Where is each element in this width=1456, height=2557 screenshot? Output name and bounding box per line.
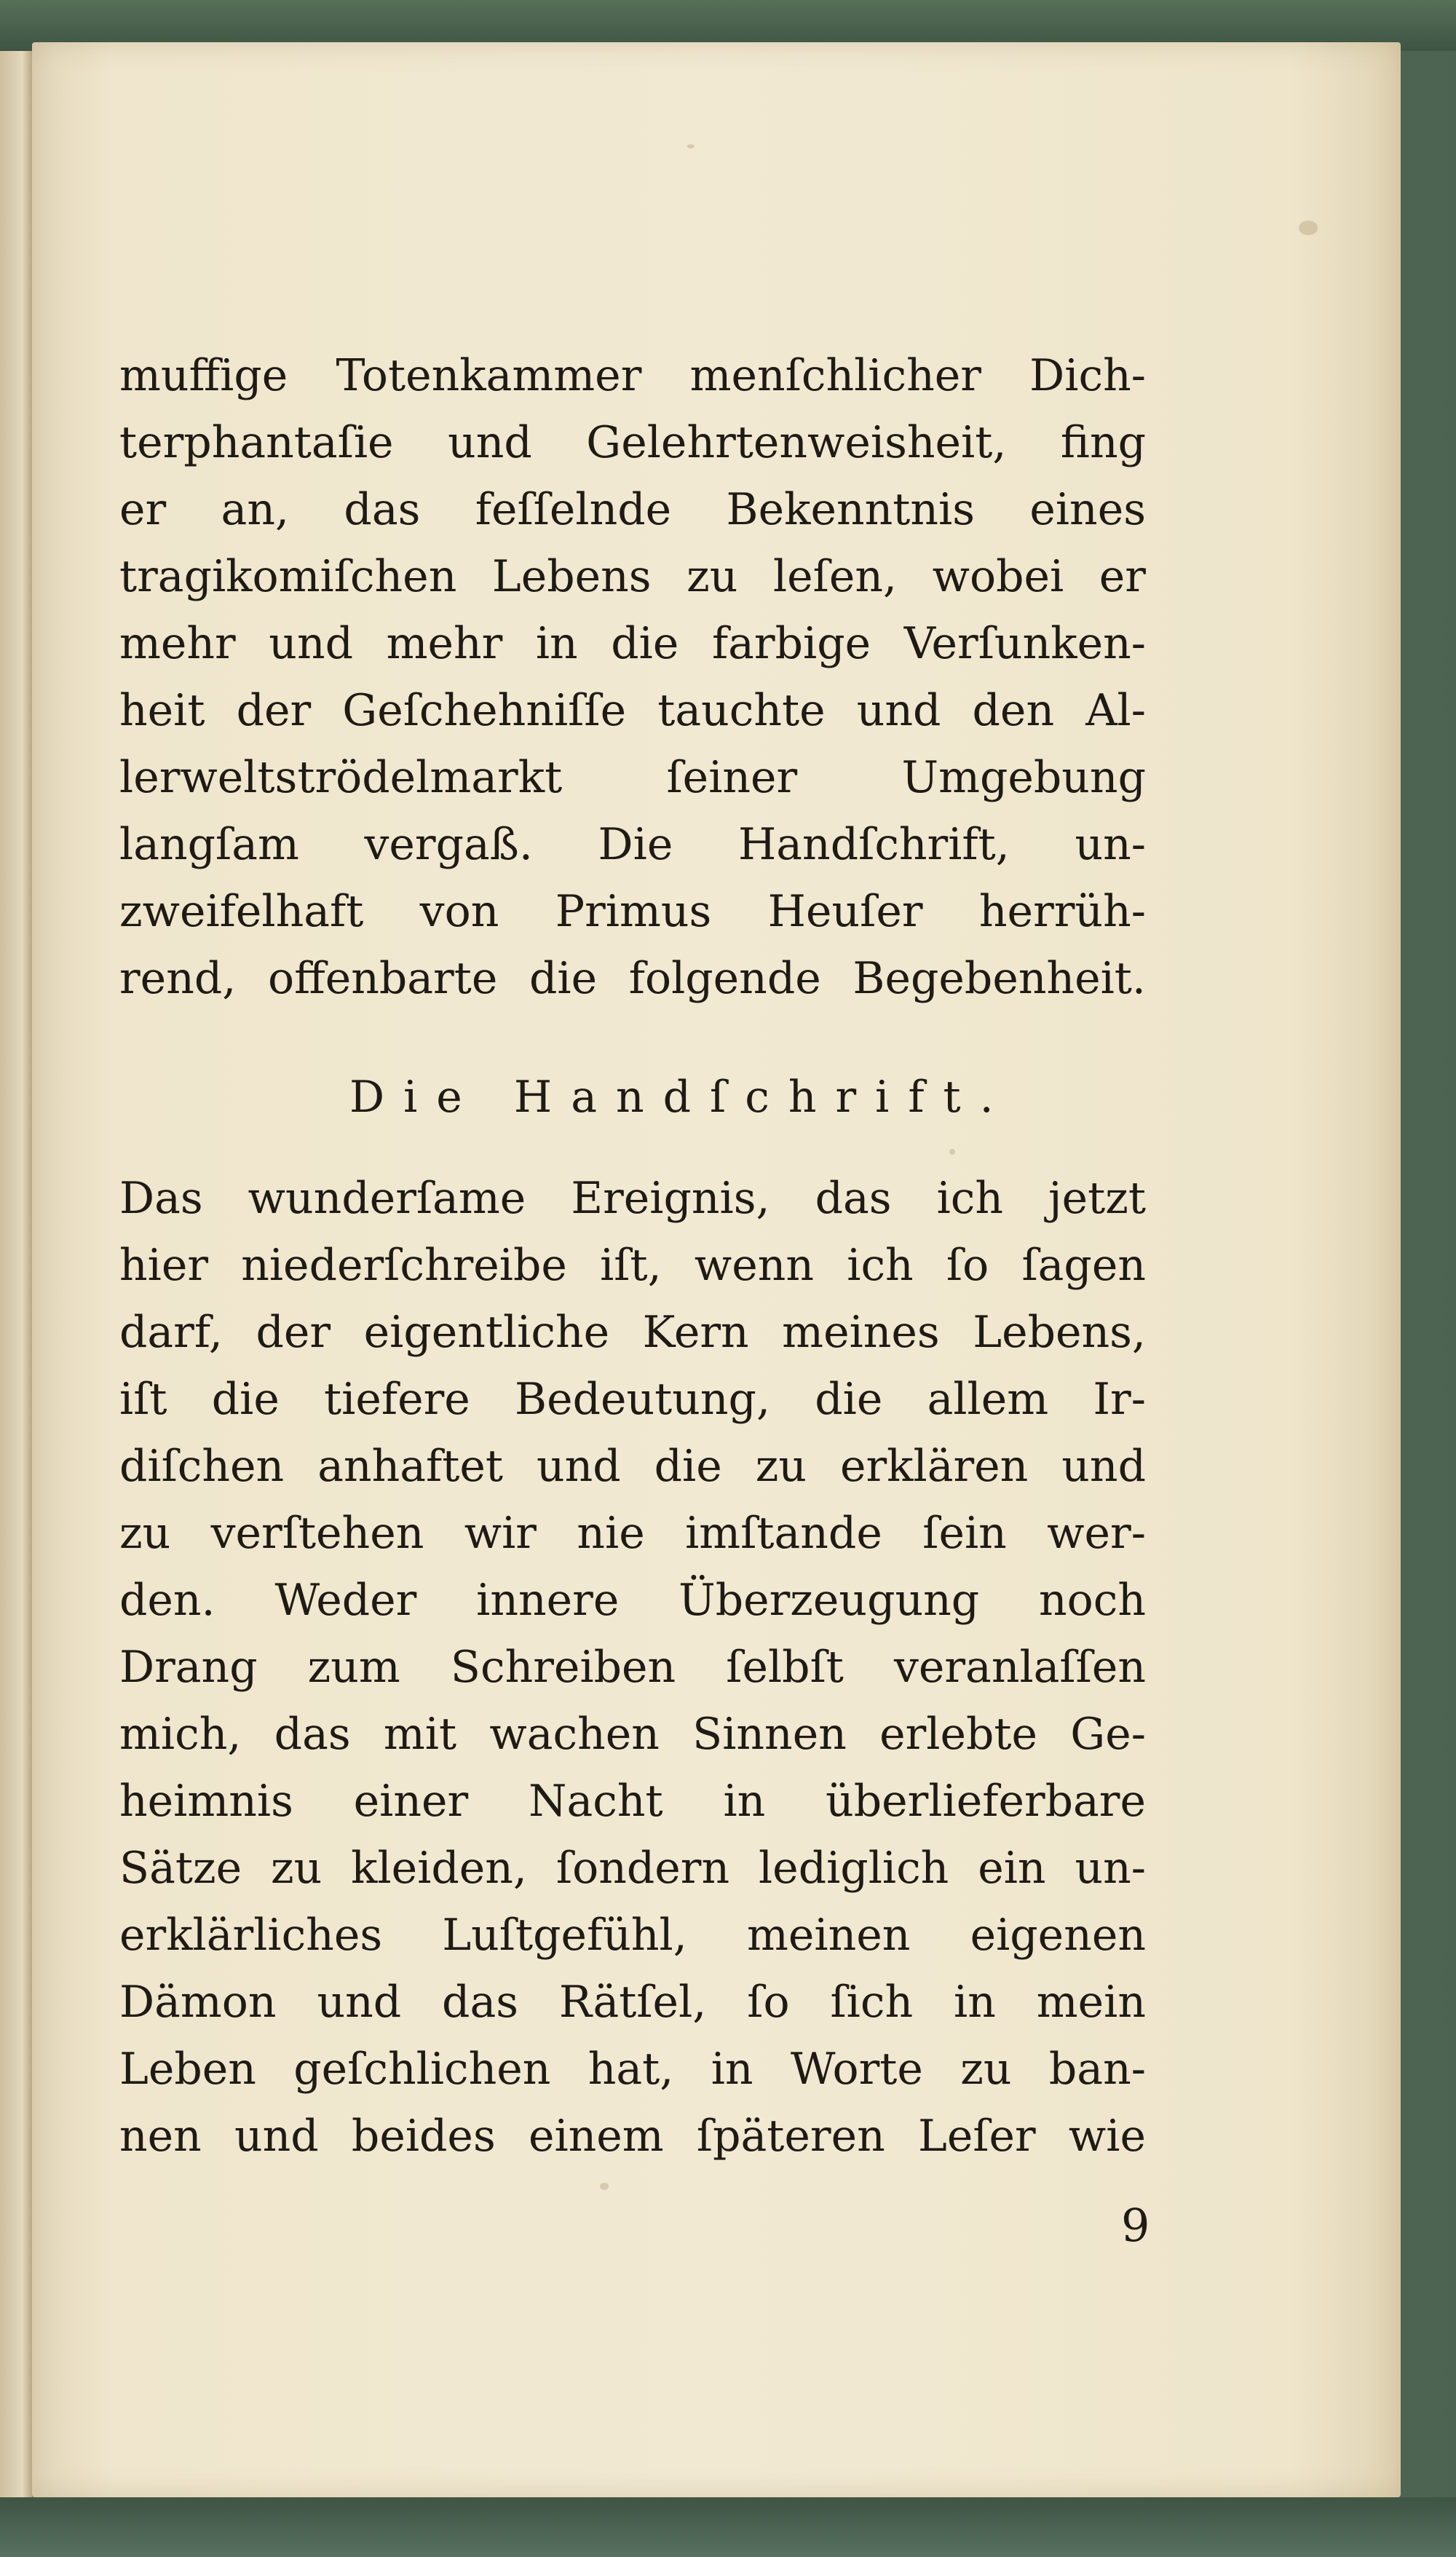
- text-line: Dämon und das Rätſel, ſo ſich in mein: [119, 1977, 1146, 2028]
- paper-speck: [949, 1149, 955, 1155]
- text-line: lerweltströdelmarkt ſeiner Umgebung: [119, 752, 1146, 803]
- text-line: mehr und mehr in die farbige Verſunken-: [119, 618, 1146, 669]
- paper-speck: [1299, 221, 1318, 235]
- text-line: hier niederſchreibe iſt, wenn ich ſo ſagen: [119, 1240, 1146, 1291]
- text-line: zweifelhaft von Primus Heuſer herrüh-: [119, 886, 1146, 937]
- paragraph-1: [119, 342, 1146, 1012]
- text-line: muffige Totenkammer menſchlicher Dich-: [119, 350, 1146, 401]
- text-line: Drang zum Schreiben ſelbſt veranlaſſen: [119, 1642, 1146, 1693]
- text-line: heimnis einer Nacht in überlieferbare: [119, 1776, 1146, 1827]
- text-line: terphantaſie und Gelehrtenweisheit, fing: [119, 417, 1146, 468]
- paper-speck: [600, 2183, 609, 2190]
- text-line: mich, das mit wachen Sinnen erlebte Ge-: [119, 1709, 1146, 1760]
- book-cover-bottom-edge: [0, 2497, 1456, 2557]
- text-line: den. Weder innere Überzeugung noch: [119, 1575, 1146, 1626]
- text-line: heit der Geſchehniſſe tauchte und den Al-: [119, 685, 1146, 736]
- page-number: 9: [1121, 2199, 1150, 2252]
- text-line: nen und beides einem ſpäteren Leſer wie: [119, 2111, 1146, 2162]
- text-line: rend, offenbarte die folgende Begebenheit.: [119, 953, 1146, 1004]
- text-line: tragikomiſchen Lebens zu leſen, wobei er: [119, 551, 1146, 602]
- text-line: zu verſtehen wir nie imſtande ſein wer-: [119, 1508, 1146, 1559]
- text-line: er an, das feſſelnde Bekenntnis eines: [119, 484, 1146, 535]
- text-line: diſchen anhaftet und die zu erklären und: [119, 1441, 1146, 1492]
- paragraph-2: [119, 1165, 1146, 2170]
- text-line: darf, der eigentliche Kern meines Lebens,: [119, 1307, 1146, 1358]
- section-heading: Die Handſchrift.: [349, 1072, 1013, 1123]
- text-line: erklärliches Luſtgefühl, meinen eigenen: [119, 1910, 1146, 1961]
- text-line: iſt die tiefere Bedeutung, die allem Ir-: [119, 1374, 1146, 1425]
- paper-speck: [687, 144, 695, 149]
- previous-page-edge: [0, 51, 34, 2497]
- text-line: Sätze zu kleiden, ſondern lediglich ein un-: [119, 1843, 1146, 1894]
- text-line: Das wunderſame Ereignis, das ich jetzt: [119, 1173, 1146, 1224]
- text-line: langſam vergaß. Die Handſchrift, un-: [119, 819, 1146, 870]
- text-line: Leben geſchlichen hat, in Worte zu ban-: [119, 2044, 1146, 2095]
